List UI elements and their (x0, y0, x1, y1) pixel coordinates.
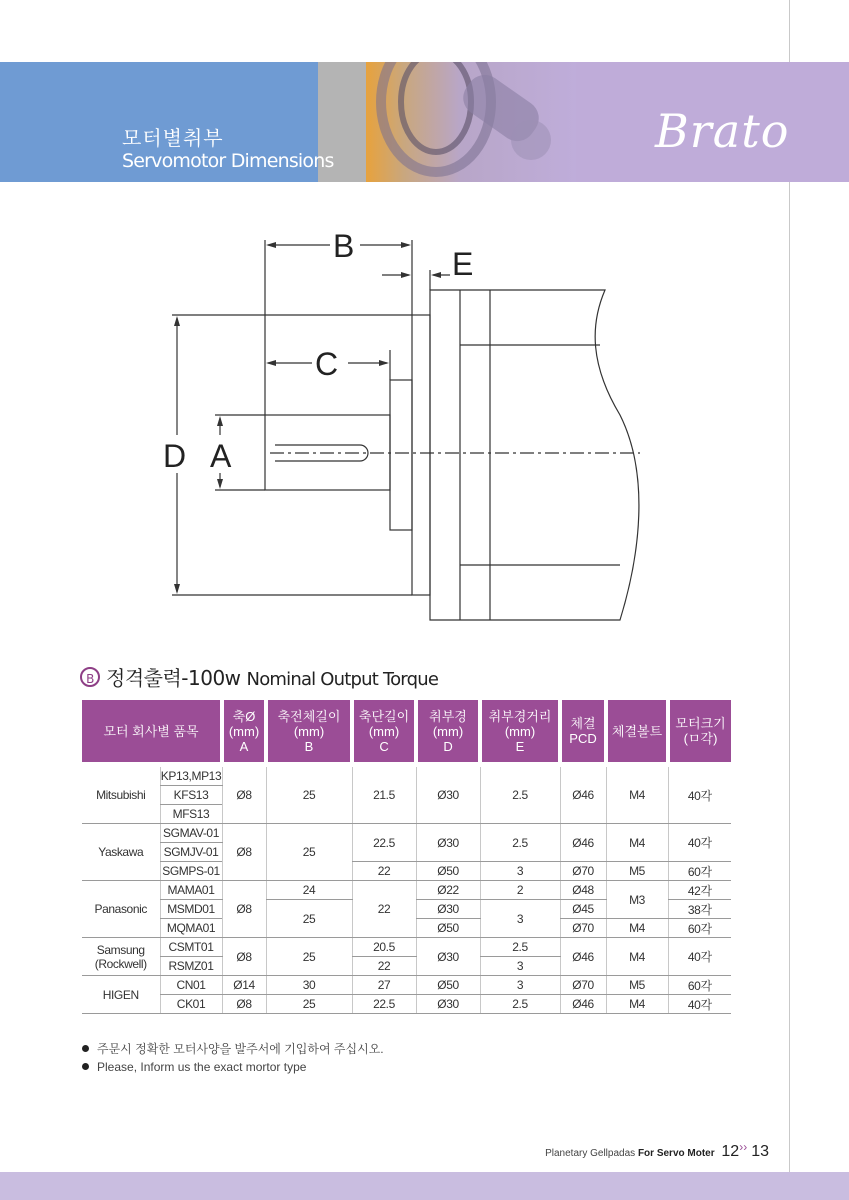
model-cell: MSMD01 (160, 900, 222, 919)
servomotor-dimension-drawing (150, 225, 650, 635)
value-cell: 40각 (668, 765, 731, 824)
note-item: Please, Inform us the exact mortor type (82, 1058, 384, 1076)
value-cell: Ø22 (416, 881, 480, 900)
table-row (82, 938, 731, 957)
value-cell: 25 (266, 938, 352, 976)
value-cell: M5 (606, 976, 668, 995)
value-cell: 20.5 (352, 938, 416, 957)
brand-cell: Mitsubishi (82, 765, 160, 824)
value-cell: Ø48 (560, 881, 606, 900)
model-cell: CSMT01 (160, 938, 222, 957)
brand-cell: Yaskawa (82, 824, 160, 881)
value-cell: Ø46 (560, 824, 606, 862)
model-cell: RSMZ01 (160, 957, 222, 976)
value-cell: 22 (352, 862, 416, 881)
value-cell: 40각 (668, 938, 731, 976)
banner-title-english: Servomotor Dimensions (122, 150, 334, 172)
value-cell: Ø8 (222, 765, 266, 824)
value-cell: Ø46 (560, 765, 606, 824)
value-cell: 25 (266, 900, 352, 938)
value-cell: Ø50 (416, 976, 480, 995)
value-cell: 3 (480, 900, 560, 938)
table-row (82, 976, 731, 995)
model-cell: CK01 (160, 995, 222, 1014)
value-cell: 38각 (668, 900, 731, 919)
value-cell: Ø30 (416, 995, 480, 1014)
value-cell: Ø8 (222, 938, 266, 976)
value-cell: 42각 (668, 881, 731, 900)
motor-flange-pilot (412, 315, 430, 595)
table-row (82, 824, 731, 843)
model-cell: MQMA01 (160, 919, 222, 938)
value-cell: 30 (266, 976, 352, 995)
value-cell: 27 (352, 976, 416, 995)
page-footer (545, 1140, 769, 1161)
brand-cell: Panasonic (82, 881, 160, 938)
dimension-label-d: D (163, 438, 187, 474)
dimension-label-c: C (315, 346, 339, 382)
value-cell: M5 (606, 862, 668, 881)
header-mount-distance: 취부경거리 (mm) E (480, 700, 560, 765)
value-cell: 60각 (668, 862, 731, 881)
section-marker-icon: B (80, 667, 100, 687)
section-title-korean: 정격출력-100w (106, 666, 241, 690)
value-cell: 2.5 (480, 765, 560, 824)
header-motor-company: 모터 회사별 품목 (82, 700, 222, 765)
value-cell: 22 (352, 881, 416, 938)
value-cell: 24 (266, 881, 352, 900)
value-cell: M3 (606, 881, 668, 919)
value-cell: M4 (606, 938, 668, 976)
value-cell: Ø30 (416, 765, 480, 824)
value-cell: Ø30 (416, 900, 480, 919)
section-heading (80, 662, 438, 691)
model-cell: SGMPS-01 (160, 862, 222, 881)
value-cell: M4 (606, 995, 668, 1014)
table-header-row (82, 700, 731, 765)
section-title-english: Nominal Output Torque (246, 669, 439, 690)
motor-body-outline (430, 290, 639, 620)
header-motor-size: 모터크기 (ㅁ각) (668, 700, 731, 765)
gearbox-photo-illustration (366, 62, 576, 182)
value-cell: Ø50 (416, 919, 480, 938)
brand-logo: Brato (655, 104, 790, 158)
footer-bar (0, 1172, 849, 1200)
value-cell: 25 (266, 824, 352, 881)
model-cell: MAMA01 (160, 881, 222, 900)
table-row (82, 881, 731, 900)
value-cell: 3 (480, 976, 560, 995)
value-cell: Ø8 (222, 881, 266, 938)
value-cell: M4 (606, 765, 668, 824)
value-cell: Ø70 (560, 862, 606, 881)
model-cell: CN01 (160, 976, 222, 995)
value-cell: Ø50 (416, 862, 480, 881)
value-cell: M4 (606, 919, 668, 938)
value-cell: M4 (606, 824, 668, 862)
banner-gearbox-photo (366, 62, 576, 182)
notes (82, 1040, 384, 1076)
value-cell: 40각 (668, 824, 731, 862)
model-cell: SGMJV-01 (160, 843, 222, 862)
value-cell: 22 (352, 957, 416, 976)
header-shaft-diameter: 축Ø (mm) A (222, 700, 266, 765)
bullet-icon (82, 1045, 89, 1052)
table-row (82, 995, 731, 1014)
value-cell: 2.5 (480, 995, 560, 1014)
header-mount-diameter: 취부경 (mm) D (416, 700, 480, 765)
value-cell: Ø46 (560, 995, 606, 1014)
value-cell: 22.5 (352, 995, 416, 1014)
page-number-right: 13 (751, 1143, 769, 1160)
footer-caption: Planetary Gellpadas (545, 1148, 636, 1159)
dimension-label-b: B (333, 228, 355, 264)
model-cell: KP13,MP13 (160, 765, 222, 786)
value-cell: 25 (266, 765, 352, 824)
dimension-label-e: E (452, 246, 474, 282)
value-cell: 60각 (668, 919, 731, 938)
value-cell: 2.5 (480, 824, 560, 862)
page-number-left: 12 (721, 1143, 740, 1160)
banner-title-korean: 모터별취부 (122, 126, 224, 150)
value-cell: Ø45 (560, 900, 606, 919)
value-cell: 21.5 (352, 765, 416, 824)
note-item: 주문시 정확한 모터사양을 발주서에 기입하여 주십시오. (82, 1040, 384, 1058)
value-cell: 40각 (668, 995, 731, 1014)
model-cell: MFS13 (160, 805, 222, 824)
value-cell: 60각 (668, 976, 731, 995)
dimension-label-a: A (210, 438, 232, 474)
value-cell: Ø70 (560, 919, 606, 938)
value-cell: 2 (480, 881, 560, 900)
table-row (82, 765, 731, 786)
value-cell: 22.5 (352, 824, 416, 862)
motor-boss (390, 380, 412, 530)
value-cell: Ø14 (222, 976, 266, 995)
value-cell: 3 (480, 957, 560, 976)
value-cell: 25 (266, 995, 352, 1014)
value-cell: Ø46 (560, 938, 606, 976)
header-shaft-end-length: 축단길이 (mm) C (352, 700, 416, 765)
value-cell: Ø8 (222, 824, 266, 881)
value-cell: 3 (480, 862, 560, 881)
footer-caption-bold: For Servo Moter (637, 1148, 715, 1159)
model-cell: SGMAV-01 (160, 824, 222, 843)
value-cell: 2.5 (480, 938, 560, 957)
nominal-output-torque-table (82, 700, 731, 1014)
chevron-right-icon: ›› (739, 1140, 748, 1154)
bullet-icon (82, 1063, 89, 1070)
value-cell: Ø30 (416, 824, 480, 862)
header-pcd: 체결 PCD (560, 700, 606, 765)
header-shaft-total-length: 축전체길이 (mm) B (266, 700, 352, 765)
brand-cell: Samsung (Rockwell) (82, 938, 160, 976)
model-cell: KFS13 (160, 786, 222, 805)
value-cell: Ø8 (222, 995, 266, 1014)
table-row (82, 862, 731, 881)
header-bolt: 체결볼트 (606, 700, 668, 765)
brand-cell: HIGEN (82, 976, 160, 1014)
value-cell: Ø30 (416, 938, 480, 976)
value-cell: Ø70 (560, 976, 606, 995)
